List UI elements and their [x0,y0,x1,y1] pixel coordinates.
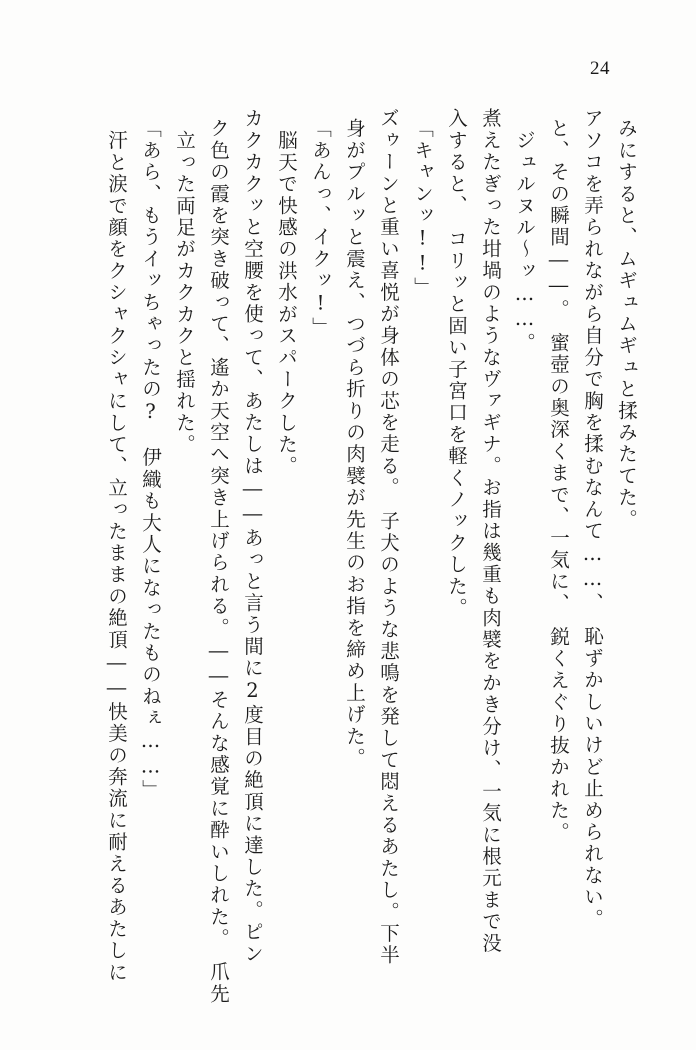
text-column: 煮えたぎった坩堝のようなヴァギナ。お指は幾重も肉襞をかき分け、一気に根元まで没 [479,108,502,955]
text-column: 脳天で快感の洪水がスパークした。 [275,130,298,478]
text-column: と、その瞬間――。 蜜壺の奥深くまで、一気に、 鋭くえぐり抜かれた。 [547,118,570,844]
text-column: 「あんっ、イクッ!」 [309,118,332,339]
text-column: アソコを弄られながら自分で胸を揉むなんて……、 恥ずかしいけど止められない。 [581,108,604,930]
text-column: 入すると、 コリッと固い子宮口を軽くノックした。 [445,108,468,620]
text-column: ク色の霞を突き破って、遙か天空へ突き上げられる。――そんな感覚に酔いしれた。 爪先 [207,118,230,1005]
vertical-text-block [52,108,638,1005]
text-column: 「あら、もうイッちゃったの? 伊織も大人になったものねぇ……」 [139,118,162,802]
text-column: みにすると、ムギュムギュと揉みたてた。 [615,118,638,531]
text-column: ズゥーンと重い喜悦が身体の芯を走る。 子犬のような悲鳴を発して悶えるあたし。下半 [377,108,400,967]
page-number: 24 [590,58,610,79]
text-column: 「キャンッ!!」 [411,118,434,299]
text-column: カクカクッと空腰を使って、あたしは――あっと言う間に2度目の絶頂に達した。ピン [241,108,264,965]
text-column: 立った両足がカクカクと揺れた。 [173,130,196,456]
text-column: 身がプルッと震え、つづら折りの肉襞が先生のお指を締め上げた。 [343,118,366,769]
text-column: 汗と涙で顔をクシャクシャにして、立ったままの絶頂――快美の奔流に耐えるあたしに [105,130,128,984]
text-column: ジュルヌル～ッ……。 [513,130,536,354]
